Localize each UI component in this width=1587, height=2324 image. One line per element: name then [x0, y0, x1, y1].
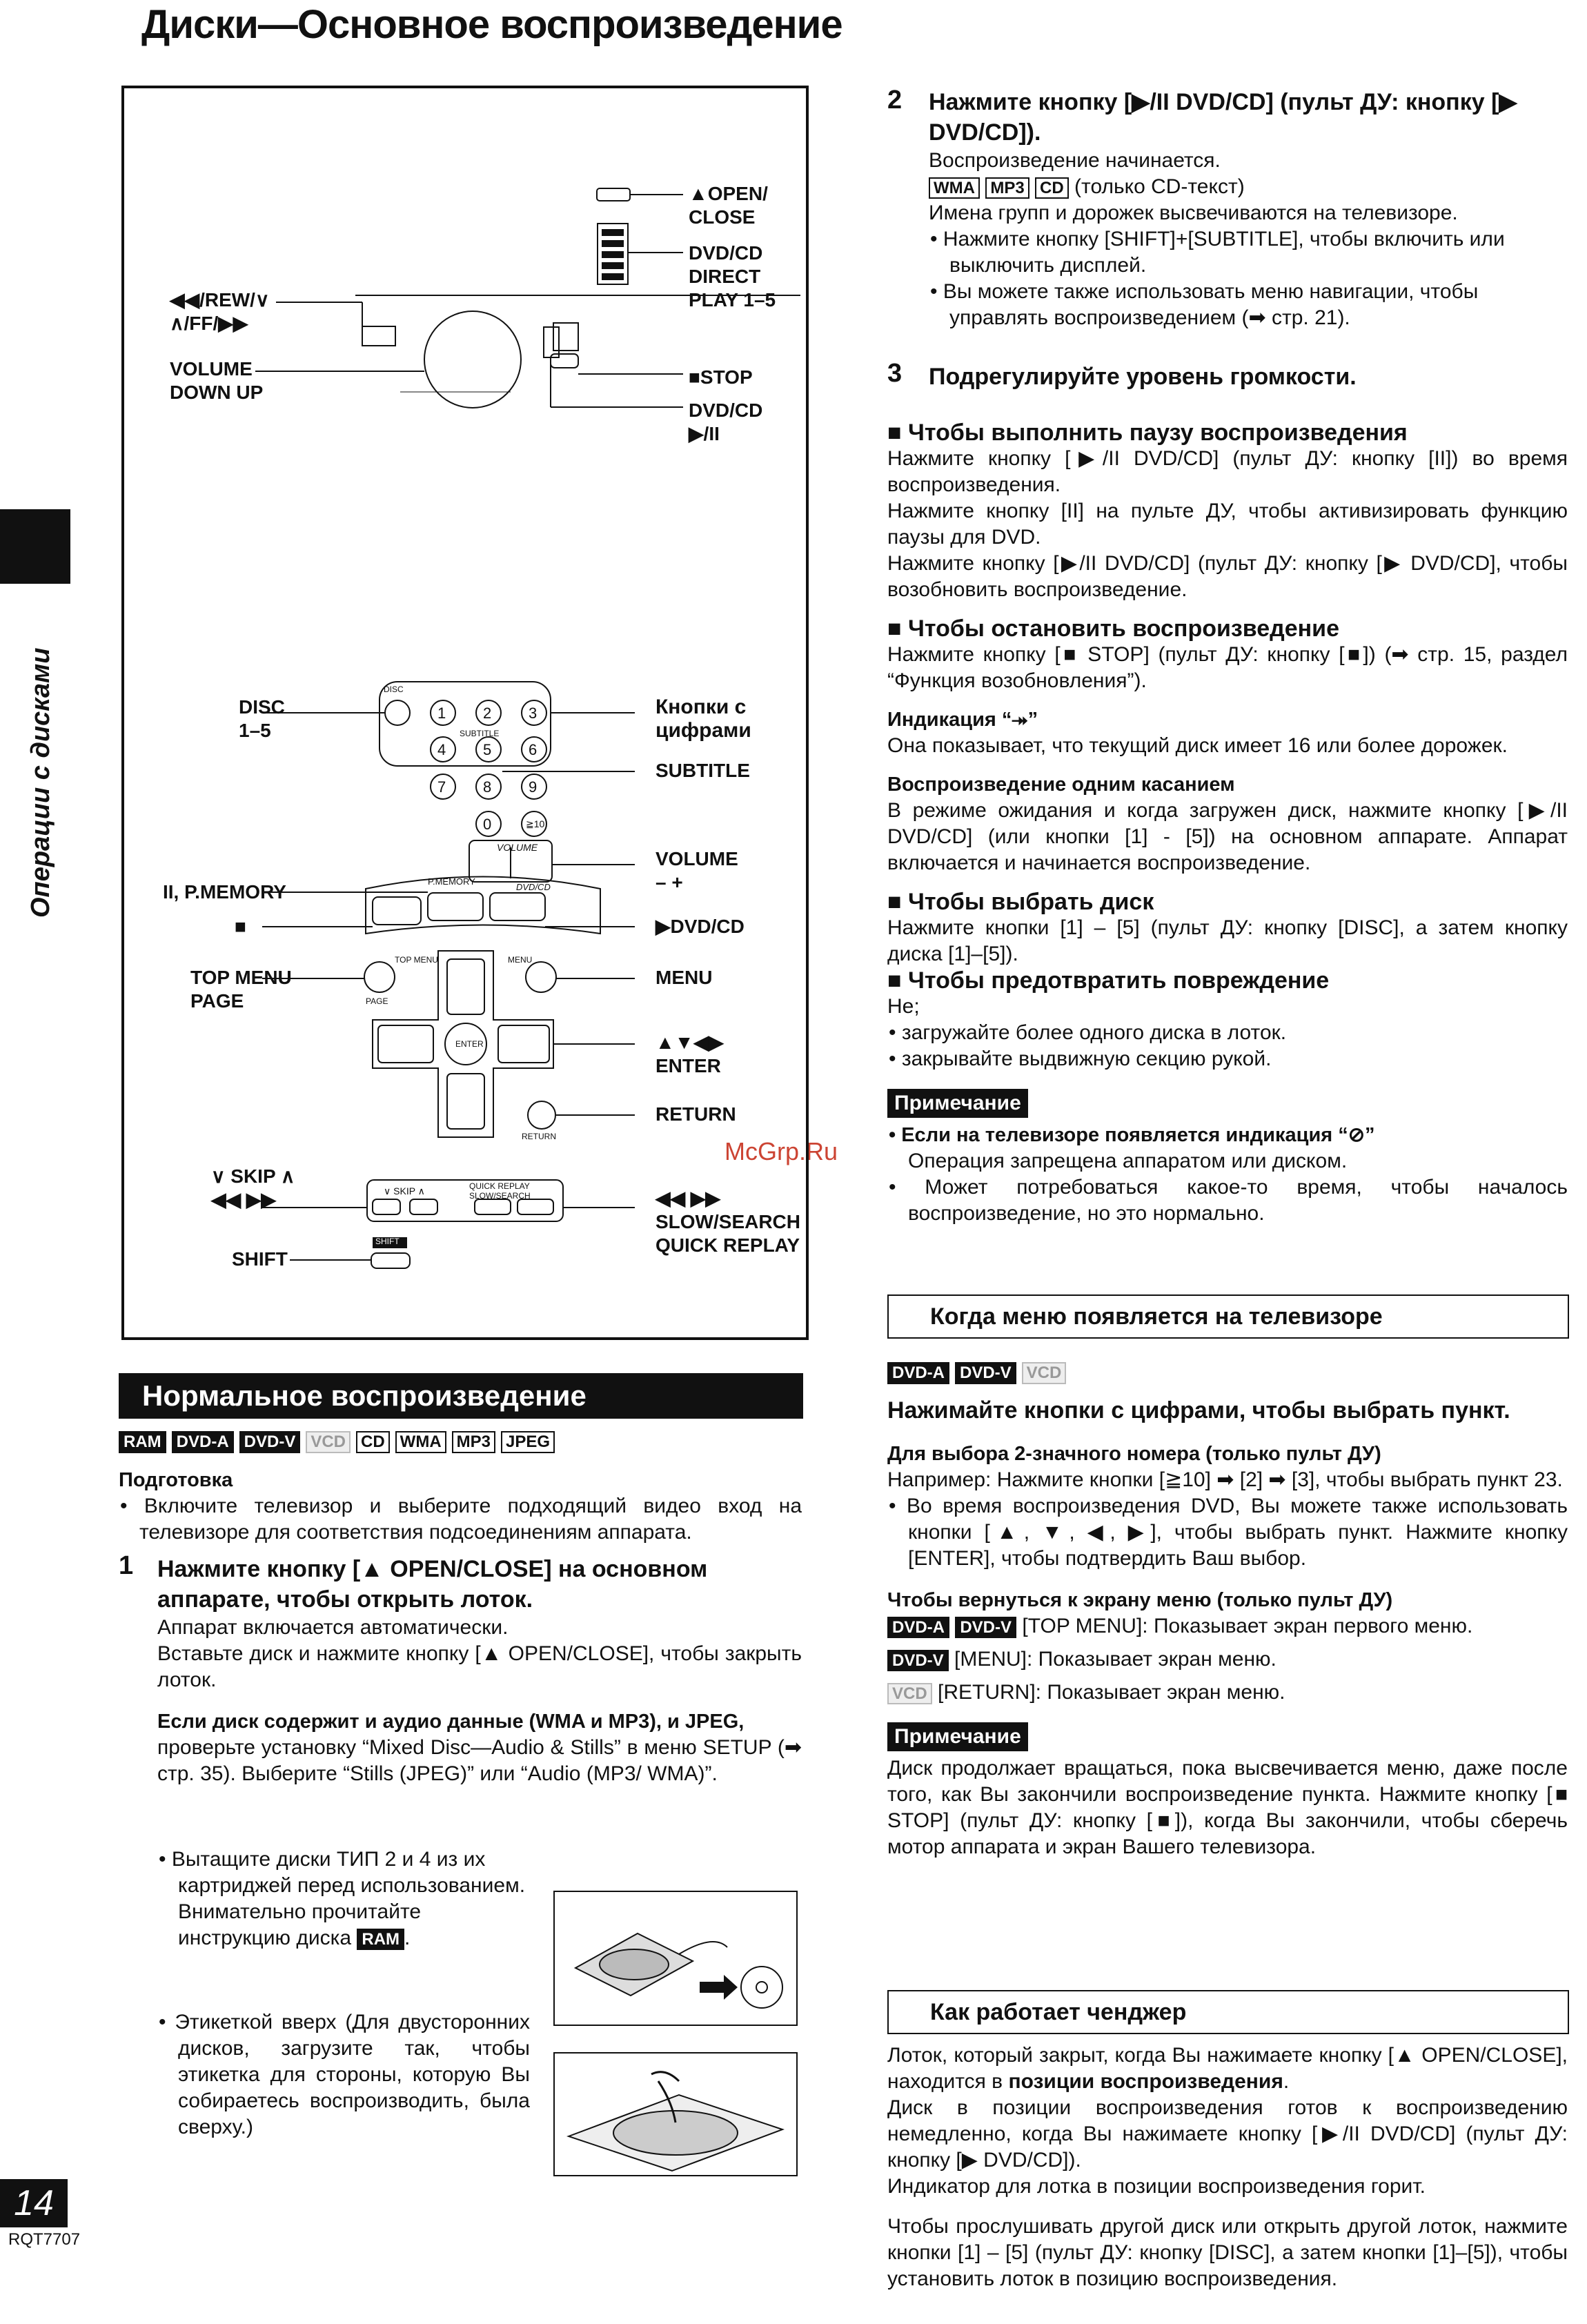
bullet-label-up: • Этикеткой вверх (Для двусторонних дисков, загрузите так, чтобы этикетка для стороны, которую Вы собираетесь воспроизводить, была сверху.) [159, 2011, 530, 2138]
document-code: RQT7707 [8, 2230, 81, 2249]
label-stop: ■STOP [689, 366, 753, 388]
badge-dvd-a-menu: DVD-A [887, 1362, 949, 1384]
side-section-label: Операции с дисками [26, 647, 55, 918]
note-bullet1-title: Если на телевизоре появляется индикация “⊘” [901, 1124, 1375, 1146]
label-dvdcd-play: DVD/CD ▶/II [689, 400, 763, 444]
digit-0: 0 [483, 816, 492, 833]
indicator-heading: Индикация “⯮” [887, 709, 1038, 731]
label-dvdcd-direct: DVD/CD DIRECT PLAY 1–5 [689, 242, 776, 311]
step1-text2: Вставьте диск и нажмите кнопку [▲ OPEN/CLOSE], чтобы закрыть лоток. [157, 1642, 802, 1691]
pause-p1: Нажмите кнопку [▶/II DVD/CD] (пульт ДУ: кнопку [II]) во время воспроизведения. [887, 447, 1568, 496]
label-menu: MENU [656, 967, 713, 988]
badge-wma-r: WMA [929, 177, 980, 199]
label-volume: VOLUME DOWN UP [170, 358, 264, 403]
menu-instruction: Нажимайте кнопки с цифрами, чтобы выбрать пункт. [887, 1397, 1510, 1424]
stop-heading: ■ Чтобы остановить воспроизведение [887, 616, 1339, 642]
badge-cd-r: CD [1035, 177, 1069, 199]
badge-vcd: VCD [306, 1431, 351, 1453]
changer-p4: Чтобы прослушивать другой диск или открыть другой лоток, нажмите кнопки [1] – [5] (пульт ДУ: кнопку [DISC], а затем кнопки [1]–[5]), чтобы установить лоток в позицию воспроизведения. [887, 2215, 1568, 2290]
tray-illustration [553, 2052, 798, 2176]
digit-2: 2 [483, 705, 492, 722]
badge-dvd-a-ret: DVD-A [887, 1617, 949, 1638]
badge-dvd-v-menu: DVD-V [955, 1362, 1016, 1384]
return-line2: [MENU]: Показывает экран меню. [954, 1648, 1276, 1671]
label-slow-search: ◀◀ ▶▶ SLOW/SEARCH QUICK REPLAY [656, 1188, 800, 1256]
label-rew-ff: ◀◀/REW/∨ ∧/FF/▶▶ [170, 289, 270, 334]
onetouch-p: В режиме ожидания и когда загружен диск, нажмите кнопку [▶/II DVD/CD] (или кнопки [1] - [5]) на основном аппарате. Аппарат включается и начинается воспроизведение. [887, 799, 1568, 874]
note-bullet2: Может потребоваться какое-то время, чтобы началось воспроизведение, но это нормально. [908, 1176, 1568, 1225]
changer-p1a: Лоток, который закрыт, когда Вы нажимаете кнопку [▲ OPEN/CLOSE], находится в [887, 2044, 1568, 2093]
step3-title: Подрегулируйте уровень громкости. [929, 364, 1357, 390]
pause-p2: Нажмите кнопку [II] на пульте ДУ, чтобы активизировать функцию паузы для DVD. [887, 500, 1568, 549]
btn-label-shift: SHIFT [375, 1237, 400, 1246]
label-disc: DISC 1–5 [239, 696, 285, 741]
return-line1: [TOP MENU]: Показывает экран первого меню. [1022, 1615, 1473, 1637]
badge-wma: WMA [395, 1431, 446, 1453]
label-play-remote: ▶DVD/CD [656, 916, 745, 937]
btn-label-enter: ENTER [455, 1039, 484, 1049]
changer-p1b: позиции воспроизведения [1008, 2070, 1283, 2093]
btn-label-page: PAGE [366, 996, 388, 1006]
mixed-heading: Если диск содержит и аудио данные (WMA и MP3), и JPEG, [157, 1711, 745, 1733]
note-bullet1-text: Операция запрещена аппаратом или диском. [908, 1150, 1348, 1172]
twodigit-heading: Для выбора 2-значного номера (только пульт ДУ) [887, 1443, 1381, 1465]
changer-section: Лоток, который закрыт, когда Вы нажимаете кнопку [▲ OPEN/CLOSE], находится в позиции воспроизведения. Диск в позиции воспроизведения готов к воспроизведению немедленно, когда Вы нажимаете кнопку [▶/II DVD/CD] (пульт ДУ: кнопку [▶ DVD/CD]). Индикатор для лотка в позиции воспроизведения горит. Чтобы прослушивать другой диск или открыть другой лоток, нажмите кнопки [1] – [5] (пульт ДУ: кнопку [DISC], а затем кнопки [1]–[5]), чтобы установить лоток в позицию воспроизведения. [887, 2042, 1568, 2292]
btn-label-skip: ∨ SKIP ∧ [384, 1185, 425, 1197]
right-column-body: ■ Чтобы выполнить паузу воспроизведения Нажмите кнопку [▶/II DVD/CD] (пульт ДУ: кнопку [II]) во время воспроизведения. Нажмите кнопку [II] на пульте ДУ, чтобы активизировать функцию паузы для DVD. Нажмите кнопку [▶/II DVD/CD] (пульт ДУ: кнопку [▶ DVD/CD], чтобы возобновить воспроизведение. ■ Чтобы остановить воспроизведение Нажмите кнопку [■ STOP] (пульт ДУ: кнопку [■]) (➡ стр. 15, раздел “Функция возобновления”). Индикация “⯮” Она показывает, что текущий диск имеет 16 или более дорожек. Воспроизведение одним касанием В режиме ожидания и когда загружен диск, нажмите кнопку [▶/II DVD/CD] (или кнопки [1] - [5]) на основном аппарате. Аппарат включается и начинается воспроизведение. ■ Чтобы выбрать диск Нажмите кнопки [1] – [5] (пульт ДУ: кнопку [DISC], а затем кнопку диска [1]–[5]). ■ Чтобы предотвратить повреждение Не; • загружайте более одного диска в лоток. • закрывайте выдвижную секцию рукой. Примечание • Если на телевизоре появляется индикация “⊘” Операция запрещена аппаратом или диском. • Может потребоваться какое-то время, чтобы началось воспроизведение, но это нормально. [887, 420, 1568, 1225]
cartridge-illustration [553, 1891, 798, 2026]
pause-p3: Нажмите кнопку [▶/II DVD/CD] (пульт ДУ: кнопку [▶ DVD/CD], чтобы возобновить воспроизведение. [887, 552, 1568, 601]
page-title: Диски—Основное воспроизведение [141, 2, 842, 47]
twodigit-p: Например: Нажмите кнопки [≧10] ➡ [2] ➡ [3], чтобы выбрать пункт 23. [887, 1468, 1563, 1491]
badge-mp3: MP3 [452, 1431, 495, 1453]
step2-text: Воспроизведение начинается. [929, 149, 1221, 172]
note2-p: Диск продолжает вращаться, пока высвечивается меню, даже после того, как Вы закончили воспроизведение пункта. Нажмите кнопку [■ STOP] (пульт ДУ: кнопку [■]), когда Вы закончили, чтобы сберечь мотор аппарата и экран Вашего телевизора. [887, 1757, 1568, 1858]
label-subtitle: SUBTITLE [656, 760, 750, 781]
btn-label-subtitle: SUBTITLE [460, 729, 500, 738]
note-label: Примечание [887, 1089, 1028, 1118]
indicator-p: Она показывает, что текущий диск имеет 16 или более дорожек. [887, 734, 1508, 757]
badge-vcd-ret: VCD [887, 1683, 932, 1704]
section-title-bar: Нормальное воспроизведение [119, 1373, 803, 1419]
prep-bullet: • Включите телевизор и выберите подходящий видео вход на телевизоре для соответствия подсоединениям аппарата. [120, 1495, 802, 1544]
btn-label-topmenu: TOP MENU [395, 955, 438, 965]
digit-6: 6 [529, 741, 538, 758]
watermark: McGrp.Ru [724, 1137, 838, 1165]
format-badges [119, 1431, 555, 1453]
label-skip: ∨ SKIP ∧ ◀◀ ▶▶ [211, 1165, 295, 1210]
menu-badges [887, 1362, 1066, 1384]
digit-1: 1 [437, 705, 446, 722]
step2-block: Нажмите кнопку [▶/II DVD/CD] (пульт ДУ: кнопку [▶ DVD/CD]). Воспроизведение начинается. WMA MP3 CD (только CD-текст) Имена групп и дорожек высвечиваются на телевизоре. • Нажмите кнопку [SHIFT]+[SUBTITLE], чтобы включить или выключить дисплей. • Вы можете также использовать меню навигации, чтобы управлять воспроизведением (➡ стр. 21). [929, 87, 1568, 331]
btn-label-pmemory: P.MEMORY [428, 876, 475, 887]
badge-cd: CD [356, 1431, 390, 1453]
label-volume-remote: VOLUME – + [656, 848, 738, 893]
step2-title: Нажмите кнопку [▶/II DVD/CD] (пульт ДУ: кнопку [▶ DVD/CD]). [929, 89, 1517, 146]
changer-p2: Диск в позиции воспроизведения готов к воспроизведению немедленно, когда Вы нажимаете кнопку [▶/II DVD/CD] (пульт ДУ: кнопку [▶ DVD/CD]). [887, 2096, 1568, 2172]
pause-heading: ■ Чтобы выполнить паузу воспроизведения [887, 420, 1408, 446]
damage-p: Не; [887, 995, 920, 1018]
left-column-text [119, 1467, 802, 1546]
step3-number: 3 [887, 359, 903, 388]
side-tab-marker [0, 509, 70, 584]
damage-bullet1: загружайте более одного диска в лоток. [901, 1021, 1287, 1044]
menu-box-heading: Когда меню появляется на телевизоре [887, 1294, 1569, 1339]
select-heading: ■ Чтобы выбрать диск [887, 889, 1154, 915]
badge-vcd-menu: VCD [1022, 1362, 1067, 1384]
twodigit-bullet: Во время воспроизведения DVD, Вы можете также использовать кнопки [▲, ▼, ◀, ▶], чтобы выбрать пункт. Нажмите кнопку [ENTER], чтобы подтвердить Ваш выбор. [906, 1495, 1568, 1570]
digit-5: 5 [483, 741, 492, 758]
btn-label-volume: VOLUME [497, 842, 538, 853]
note2-label: Примечание [887, 1722, 1028, 1751]
return-line3: [RETURN]: Показывает экран меню. [938, 1681, 1285, 1704]
badge-dvd-v: DVD-V [239, 1431, 301, 1453]
damage-heading: ■ Чтобы предотвратить повреждение [887, 967, 1330, 994]
bullet-cartridge-text: Вытащите диски ТИП 2 и 4 из их картриджей перед использованием. Внимательно прочитайте инструкцию диска [171, 1848, 526, 1949]
step2-bullet2: Вы можете также использовать меню навигации, чтобы управлять воспроизведением (➡ стр. 21). [943, 280, 1479, 329]
badge-ram: RAM [119, 1431, 166, 1453]
badge-mp3-r: MP3 [985, 177, 1029, 199]
damage-bullet2: закрывайте выдвижную секцию рукой. [901, 1047, 1272, 1070]
label-pause-pmemory: II, P.MEMORY [163, 881, 286, 903]
stop-p: Нажмите кнопку [■ STOP] (пульт ДУ: кнопку [■]) (➡ стр. 15, раздел “Функция возобновления”). [887, 643, 1568, 692]
btn-label-return: RETURN [522, 1132, 556, 1141]
digit-10plus: ≧10 [526, 818, 545, 829]
step1-text1: Аппарат включается автоматически. [157, 1616, 509, 1639]
badge-dvd-v-ret2: DVD-V [887, 1650, 949, 1671]
label-shift: SHIFT [232, 1248, 288, 1270]
digit-9: 9 [529, 778, 538, 796]
return-heading: Чтобы вернуться к экрану меню (только пульт ДУ) [887, 1589, 1393, 1611]
step2-badge-note: (только CD-текст) [1074, 175, 1245, 198]
prep-heading: Подготовка [119, 1469, 233, 1491]
digit-3: 3 [529, 705, 538, 722]
btn-label-dvdcd: DVD/CD [516, 882, 551, 892]
label-number-buttons: Кнопки с цифрами [656, 696, 751, 742]
step2-text2: Имена групп и дорожек высвечиваются на телевизоре. [929, 201, 1458, 224]
controls-diagram [121, 86, 809, 1340]
onetouch-heading: Воспроизведение одним касанием [887, 774, 1235, 796]
page-number: 14 [0, 2179, 68, 2227]
digit-8: 8 [483, 778, 492, 796]
bullet-label-up-text: Этикеткой вверх (Для двусторонних дисков, загрузите так, чтобы этикетка для стороны, которую Вы собираетесь воспроизводить, была сверху.) [175, 2011, 530, 2138]
label-arrows-enter: ▲▼◀▶ ENTER [656, 1032, 724, 1076]
label-stop-remote: ■ [235, 916, 246, 937]
step2-number: 2 [887, 86, 903, 115]
btn-label-menu: MENU [508, 955, 533, 965]
btn-label-quick-replay: QUICK REPLAY SLOW/SEARCH [469, 1181, 531, 1201]
label-open-close: ▲OPEN/ CLOSE [689, 183, 768, 228]
label-top-menu: TOP MENU PAGE [190, 967, 292, 1012]
label-return: RETURN [656, 1103, 736, 1125]
bullet-cartridge: • Вытащите диски ТИП 2 и 4 из их картриджей перед использованием. Внимательно прочитайте инструкцию диска RAM . [159, 1848, 526, 1949]
step1-block [157, 1554, 802, 1787]
mixed-text: проверьте установку “Mixed Disc—Audio & Stills” в меню SETUP (➡ стр. 35). Выберите “Stills (JPEG)” или “Audio (MP3/ WMA)”. [157, 1736, 802, 1785]
badge-dvd-v-ret: DVD-V [955, 1617, 1016, 1638]
digit-7: 7 [437, 778, 446, 796]
step1-number: 1 [119, 1551, 134, 1580]
digit-4: 4 [437, 741, 446, 758]
badge-dvd-a: DVD-A [172, 1431, 234, 1453]
select-p: Нажмите кнопки [1] – [5] (пульт ДУ: кнопку [DISC], а затем кнопку диска [1]–[5]). [887, 916, 1568, 965]
badge-jpeg: JPEG [501, 1431, 555, 1453]
changer-p3: Индикатор для лотка в позиции воспроизведения горит. [887, 2175, 1426, 2198]
step2-bullet1: Нажмите кнопку [SHIFT]+[SUBTITLE], чтобы включить или выключить дисплей. [943, 228, 1505, 277]
changer-box-heading: Как работает ченджер [887, 1990, 1569, 2034]
menu-section: Нажимайте кнопки с цифрами, чтобы выбрать пункт. Для выбора 2-значного номера (только пульт ДУ) Например: Нажмите кнопки [≧10] ➡ [2] ➡ [3], чтобы выбрать пункт 23. • Во время воспроизведения DVD, Вы можете также использовать кнопки [▲, ▼, ◀, ▶], чтобы выбрать пункт. Нажмите кнопку [ENTER], чтобы подтвердить Ваш выбор. Чтобы вернуться к экрану меню (только пульт ДУ) DVD-A DVD-V [TOP MENU]: Показывает экран первого меню. DVD-V [MENU]: Показывает экран меню. VCD [RETURN]: Показывает экран меню. Примечание Диск продолжает вращаться, пока высвечивается меню, даже после того, как Вы закончили воспроизведение пункта. Нажмите кнопку [■ STOP] (пульт ДУ: кнопку [■]), когда Вы закончили, чтобы сберечь мотор аппарата и экран Вашего телевизора. [887, 1395, 1568, 1860]
badge-ram-inline: RAM [357, 1929, 404, 1950]
step1-title: Нажмите кнопку [▲ OPEN/CLOSE] на основном аппарате, чтобы открыть лоток. [157, 1556, 708, 1613]
btn-label-disc: DISC [384, 685, 404, 694]
